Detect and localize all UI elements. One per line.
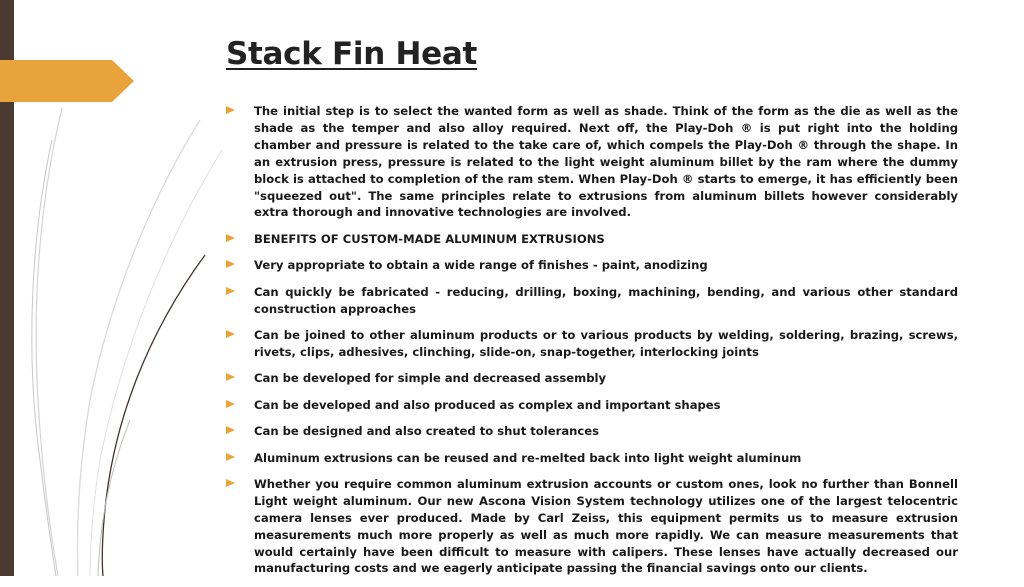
arrow-bullet-icon <box>226 479 235 487</box>
list-item <box>226 284 958 318</box>
list-item <box>226 103 958 221</box>
list-item <box>226 423 958 440</box>
bullet-text: Can be developed and also produced as complex and important shapes <box>254 397 721 412</box>
list-item <box>226 450 958 467</box>
bullet-text: Can quickly be fabricated - reducing, drilling, boxing, machining, bending, and various other standard construction approaches <box>254 284 958 316</box>
decorative-curves <box>32 108 222 576</box>
page-title: Stack Fin Heat <box>226 36 478 72</box>
arrow-bullet-icon <box>226 400 235 408</box>
arrow-bullet-icon <box>226 373 235 381</box>
list-item <box>226 370 958 387</box>
arrow-bullet-icon <box>226 453 235 461</box>
list-item <box>226 231 958 248</box>
list-item <box>226 257 958 274</box>
left-bar-bottom-over <box>0 102 14 576</box>
arrow-bullet-icon <box>226 234 235 242</box>
bullet-text: Can be designed and also created to shut tolerances <box>254 424 600 439</box>
bullet-text: BENEFITS OF CUSTOM-MADE ALUMINUM EXTRUSIONS <box>254 231 605 246</box>
bullet-text: Can be joined to other aluminum products or to various products by welding, soldering, brazing, screws, rivets, clips, adhesives, clinching, slide-on, snap-together, interlocking joints <box>254 327 958 359</box>
bullet-text: Can be developed for simple and decreased assembly <box>254 371 607 386</box>
list-item <box>226 397 958 414</box>
bullet-text: Very appropriate to obtain a wide range of finishes - paint, anodizing <box>254 258 708 273</box>
orange-arrow-banner <box>0 60 134 102</box>
arrow-bullet-icon <box>226 106 235 114</box>
list-item <box>226 327 958 361</box>
arrow-bullet-icon <box>226 330 235 338</box>
left-bar-top-over <box>0 0 14 60</box>
arrow-bullet-icon <box>226 287 235 295</box>
arrow-bullet-icon <box>226 260 235 268</box>
bullet-text: Aluminum extrusions can be reused and re-melted back into light weight aluminum <box>254 450 802 465</box>
list-item <box>226 476 958 577</box>
bullet-text: Whether you require common aluminum extrusion accounts or custom ones, look no further than Bonnell Light weight aluminum. Our new Ascona Vision System technology utilizes one of the largest telocentric camera lenses ever produced. Made by Carl Zeiss, this equipment permits us to measure extrusion measurements much more properly as well as much more rapidly. We can measure measurements that would certainly have been difficult to measure with calipers. These lenses have actually decreased our manufacturing costs and we eagerly anticipate passing the financial savings onto our clients. <box>254 476 958 576</box>
arrow-bullet-icon <box>226 426 235 434</box>
bullet-text: The initial step is to select the wanted form as well as shade. Think of the form as the die as well as the shade as the temper and also alloy required. Next off, the Play-Doh ® is put right into the holding chamber and pressure is related to the take care of, which compels the Play-Doh ® through the shape. In an extrusion press, pressure is related to the light weight aluminum billet by the ram where the dummy block is attached to completion of the ram stem. When Play-Doh ® starts to emerge, it has efficiently been "squeezed out". The same principles relate to extrusions from aluminum billets however considerably extra thorough and innovative technologies are involved. <box>254 104 958 220</box>
bullet-list <box>226 103 958 587</box>
